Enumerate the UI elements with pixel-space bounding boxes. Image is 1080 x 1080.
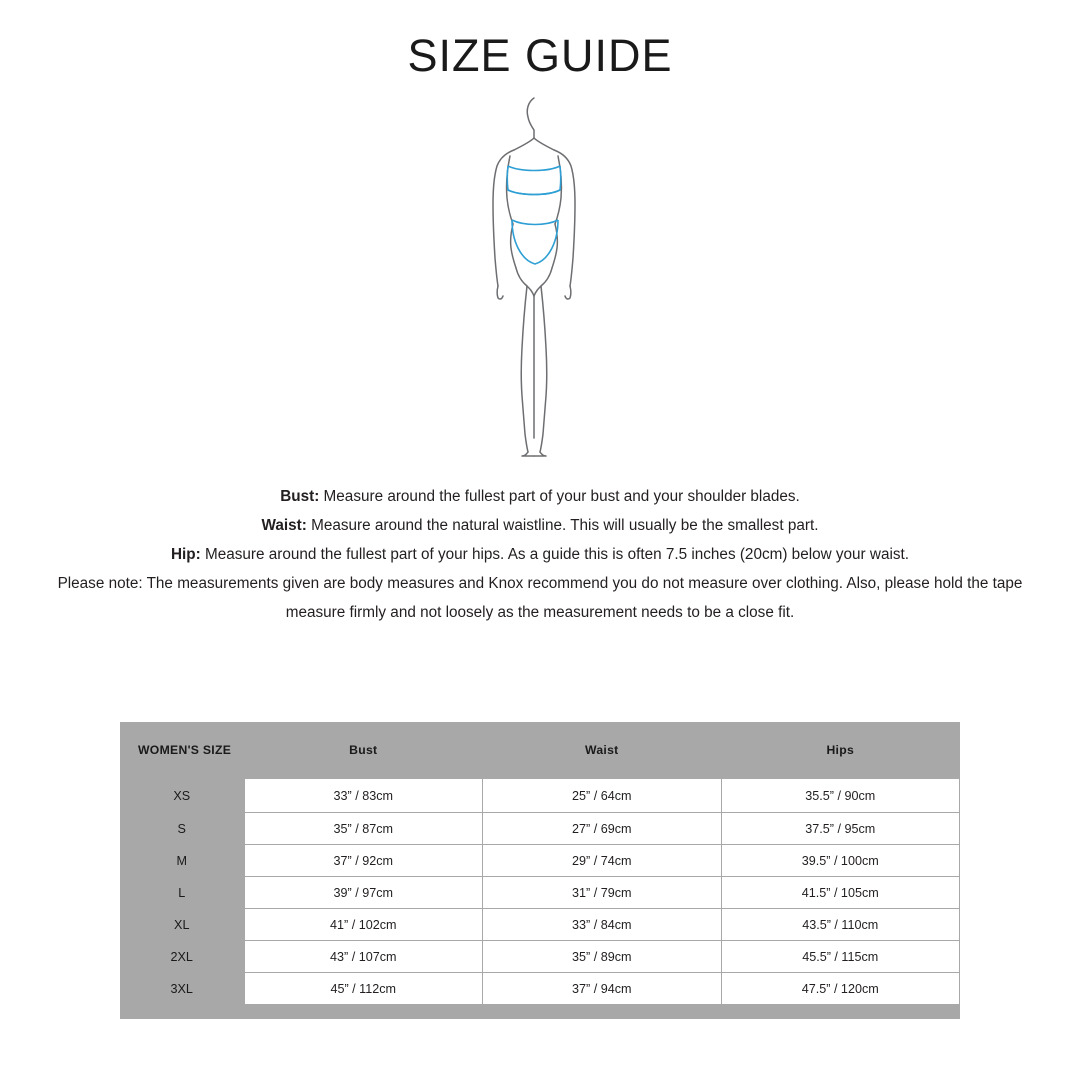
table-bottom-band	[120, 1005, 960, 1019]
table-row	[120, 845, 960, 877]
header-hips: Hips	[721, 722, 960, 779]
row-waist-value: 33” / 84cm	[483, 909, 722, 941]
row-bust-value: 45” / 112cm	[244, 973, 483, 1005]
header-bust: Bust	[244, 722, 483, 779]
row-hips-value: 39.5” / 100cm	[721, 845, 960, 877]
row-waist-value: 31” / 79cm	[483, 877, 722, 909]
row-bust-value: 37” / 92cm	[244, 845, 483, 877]
row-size-label: S	[120, 813, 244, 845]
row-hips-value: 47.5” / 120cm	[721, 973, 960, 1005]
size-chart-table	[120, 722, 960, 1005]
bust-instruction	[36, 482, 1044, 511]
row-bust-value: 39” / 97cm	[244, 877, 483, 909]
header-waist: Waist	[483, 722, 722, 779]
row-hips-value: 43.5” / 110cm	[721, 909, 960, 941]
row-size-label: L	[120, 877, 244, 909]
row-waist-value: 29” / 74cm	[483, 845, 722, 877]
size-chart-container	[120, 722, 960, 1019]
row-bust-value: 43” / 107cm	[244, 941, 483, 973]
table-header-row	[120, 722, 960, 779]
table-row	[120, 877, 960, 909]
row-hips-value: 35.5” / 90cm	[721, 779, 960, 813]
page-title: SIZE GUIDE	[407, 30, 673, 81]
row-waist-value: 35” / 89cm	[483, 941, 722, 973]
measurement-note: Please note: The measurements given are body measures and Knox recommend you do not measure over clothing. Also, please hold the tape measure firmly and not loosely as the measurement needs to be a close fit.	[57, 575, 1023, 621]
hip-label: Hip:	[170, 546, 201, 563]
table-row	[120, 909, 960, 941]
row-bust-value: 33” / 83cm	[244, 779, 483, 813]
row-hips-value: 41.5” / 105cm	[721, 877, 960, 909]
row-bust-value: 41” / 102cm	[244, 909, 483, 941]
row-waist-value: 37” / 94cm	[483, 973, 722, 1005]
bust-label: Bust:	[280, 488, 320, 505]
row-size-label: XL	[120, 909, 244, 941]
row-waist-value: 27” / 69cm	[483, 813, 722, 845]
table-row	[120, 779, 960, 813]
hip-instruction	[36, 540, 1044, 569]
table-row	[120, 973, 960, 1005]
row-size-label: 2XL	[120, 941, 244, 973]
table-row	[120, 941, 960, 973]
bust-text: Measure around the fullest part of your bust and your shoulder blades.	[319, 488, 800, 505]
row-bust-value: 35” / 87cm	[244, 813, 483, 845]
waist-text: Measure around the natural waistline. This will usually be the smallest part.	[306, 517, 819, 534]
row-size-label: 3XL	[120, 973, 244, 1005]
row-hips-value: 37.5” / 95cm	[721, 813, 960, 845]
waist-label: Waist:	[261, 517, 307, 534]
row-waist-value: 25” / 64cm	[483, 779, 722, 813]
hip-text: Measure around the fullest part of your hips. As a guide this is often 7.5 inches (20cm) below your waist.	[200, 546, 910, 563]
table-row	[120, 813, 960, 845]
row-size-label: M	[120, 845, 244, 877]
row-size-label: XS	[120, 779, 244, 813]
header-womens-size: WOMEN'S SIZE	[120, 722, 244, 779]
body-figure-container	[0, 90, 1080, 460]
size-chart-header	[120, 722, 960, 779]
size-chart-body	[120, 779, 960, 1005]
measurement-instructions	[0, 482, 1080, 627]
row-hips-value: 45.5” / 115cm	[721, 941, 960, 973]
waist-instruction	[36, 511, 1044, 540]
female-body-mannequin-illustration	[450, 90, 630, 460]
